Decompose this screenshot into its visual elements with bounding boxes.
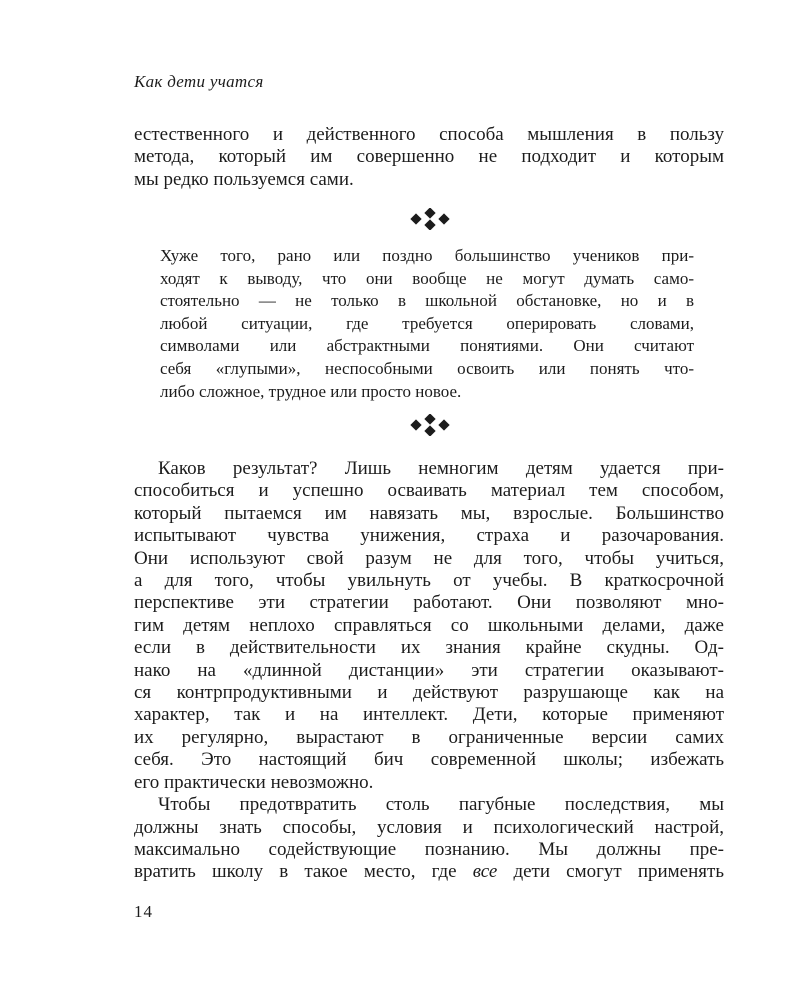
text-line: Они используют свой разум не для того, чтобы учиться, xyxy=(134,547,724,569)
text-line: перспективе эти стратегии работают. Они позволяют мно- xyxy=(134,592,724,614)
quote-line: либо сложное, трудное или просто новое. xyxy=(160,381,462,401)
text-line: их регулярно, вырастают в ограниченные версии самих xyxy=(134,726,724,748)
text-line: себя. Это настоящий бич современной школы; избежать xyxy=(134,749,724,771)
quote-line: ходят к выводу, что они вообще не могут думать само- xyxy=(160,268,694,288)
emphasis-word: все xyxy=(472,861,498,883)
text-line: нако на «длинной дистанции» эти стратегии оказывают- xyxy=(134,659,724,681)
text-line: максимально содействующие познанию. Мы должны пре- xyxy=(134,838,724,860)
quote-line: стоятельно — не только в школьной обстановке, но и в xyxy=(160,291,694,311)
text-line: испытывают чувства унижения, страха и разочарования. xyxy=(134,525,724,547)
paragraph xyxy=(134,458,724,794)
text-line: Каков результат? Лишь немногим детям удается при- xyxy=(158,458,724,479)
text-line: если в действительности их знания крайне скудны. Од- xyxy=(134,637,724,659)
text-line: его практически невозможно. xyxy=(134,771,374,793)
text-line: метода, который им совершенно не подходит и которым xyxy=(134,146,724,168)
diamond-cluster-ornament-icon xyxy=(410,208,450,230)
continued-paragraph xyxy=(134,124,724,191)
diamond-cluster-ornament-icon xyxy=(410,414,450,436)
quote-line: себя «глупыми», неспособными освоить или понять что- xyxy=(160,358,694,378)
main-text xyxy=(134,458,724,884)
text-line: Чтобы предотвратить столь пагубные последствия, мы xyxy=(158,794,724,816)
text-line: мы редко пользуемся сами. xyxy=(134,168,354,190)
text-line: гим детям неплохо справляться со школьными делами, даже xyxy=(134,614,724,636)
text-line: а для того, чтобы увильнуть от учебы. В краткосрочной xyxy=(134,570,724,592)
running-head: Как дети учатся xyxy=(134,72,264,91)
text-line: характер, так и на интеллект. Дети, которые применяют xyxy=(134,704,724,726)
text-segment: вратить школу в такое место, где xyxy=(134,861,473,883)
quote-line: символами или абстрактными понятиями. Они считают xyxy=(160,336,694,356)
page-number: 14 xyxy=(134,902,153,921)
quote-line: любой ситуации, где требуется оперировать словами, xyxy=(160,313,694,333)
text-segment: дети смогут применять xyxy=(497,861,724,883)
text-line: способиться и успешно осваивать материал тем способом, xyxy=(134,480,724,502)
text-line: ся контрпродуктивными и действуют разрушающе как на xyxy=(134,682,724,704)
quote-line: Хуже того, рано или поздно большинство учеников при- xyxy=(160,246,694,265)
text-line xyxy=(134,861,724,883)
paragraph xyxy=(134,794,724,884)
pull-quote xyxy=(160,245,694,403)
text-line: естественного и действенного способа мышления в пользу xyxy=(134,124,724,145)
text-line: должны знать способы, условия и психологический настрой, xyxy=(134,816,724,838)
text-line: который пытаемся им навязать мы, взрослые. Большинство xyxy=(134,502,724,524)
